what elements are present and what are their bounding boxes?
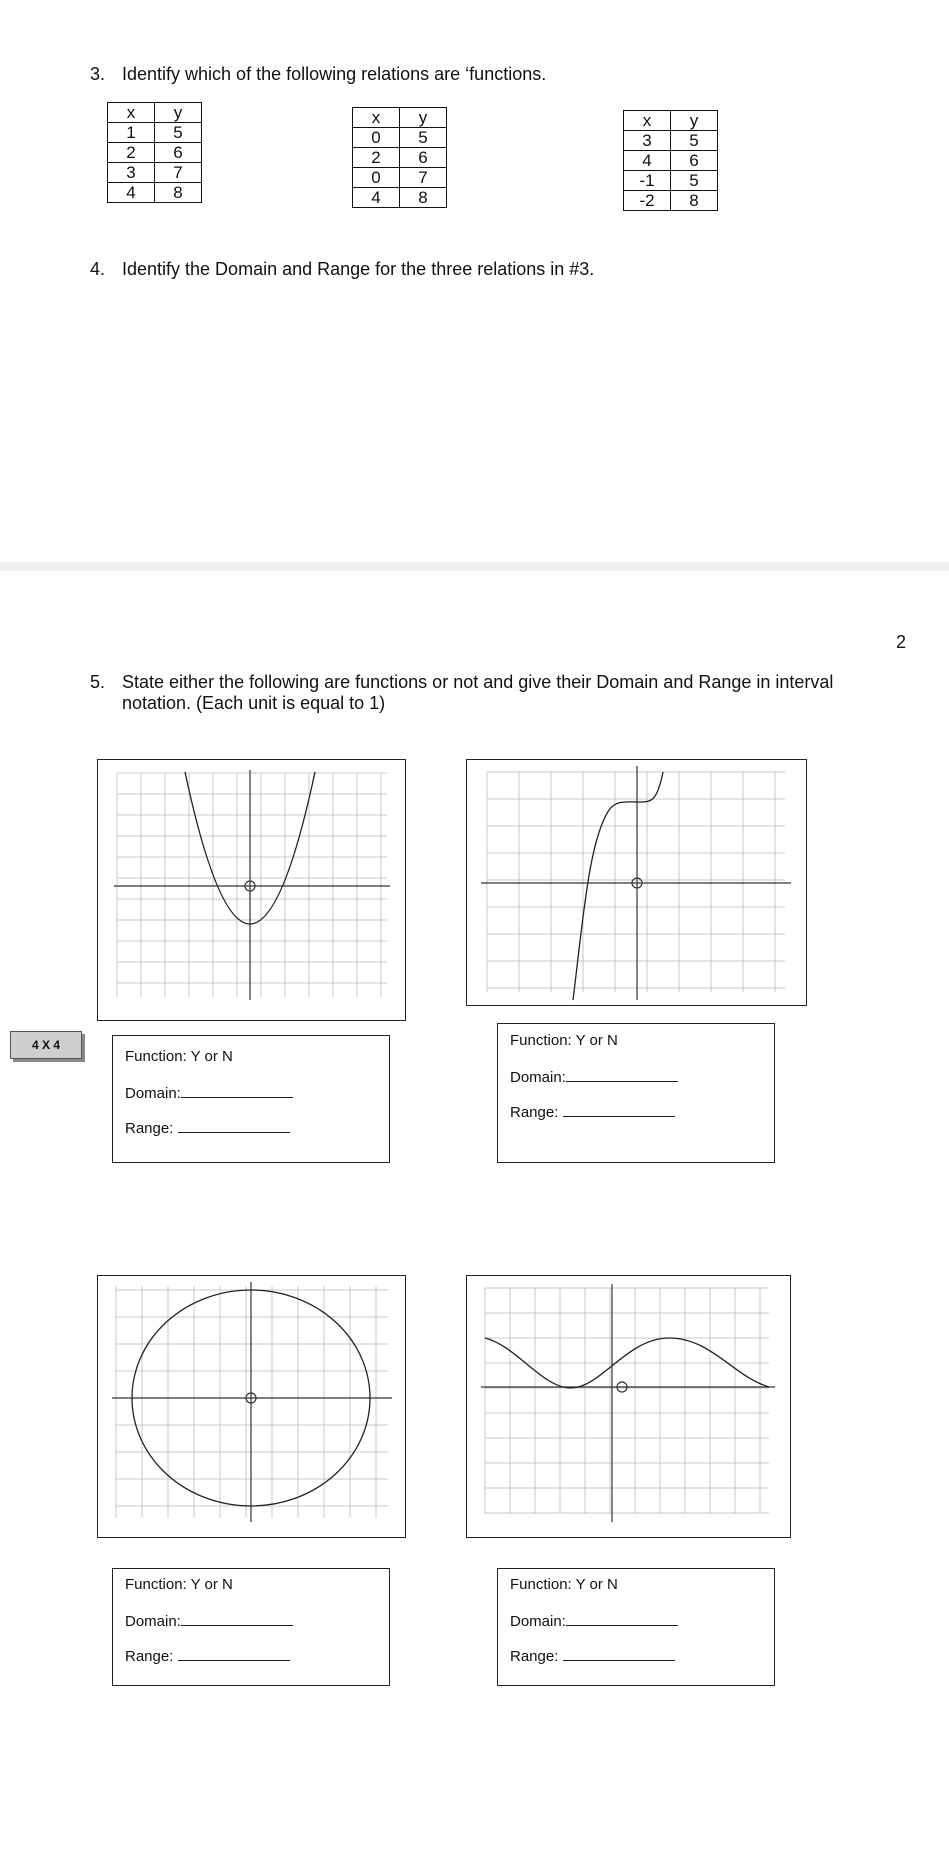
table-cell: 8 [400,188,447,208]
domain-prompt [510,1067,678,1086]
domain-prompt [510,1611,678,1630]
range-prompt [510,1646,675,1665]
table-header: x [624,111,671,131]
axes [481,766,791,1000]
table-cell: 1 [108,123,155,143]
grid [485,1288,769,1514]
relation-table-2 [352,107,447,208]
page-number: 2 [896,632,907,652]
table-cell: 4 [108,183,155,203]
domain-blank[interactable] [181,1083,293,1098]
wave-plot [467,1276,792,1539]
domain-label: Domain: [125,1613,181,1630]
table-cell: 6 [155,143,202,163]
domain-label: Domain: [510,1613,566,1630]
range-blank[interactable] [178,1646,290,1661]
domain-blank[interactable] [566,1611,678,1626]
table-cell: 7 [400,168,447,188]
table-cell: 7 [155,163,202,183]
table-cell: 8 [155,183,202,203]
table-row [108,183,202,203]
answer-box-2 [497,1023,775,1163]
table-cell: 4 [624,151,671,171]
table-cell: 4 [353,188,400,208]
domain-prompt [125,1083,293,1102]
domain-prompt [125,1611,293,1630]
grid [117,773,387,997]
answer-box-3 [112,1568,390,1686]
ellipse-plot [98,1276,407,1539]
question-4-number: 4. [90,259,106,279]
table-row [624,191,718,211]
table-row [624,171,718,191]
question-5 [90,672,910,716]
table-cell: 5 [671,171,718,191]
table-cell: 3 [108,163,155,183]
function-prompt: Function: Y or N [125,1048,233,1065]
page-break [0,562,949,571]
range-blank[interactable] [563,1646,675,1661]
grid [487,772,785,992]
table-header: y [400,108,447,128]
question-5-line-2: notation. (Each unit is equal to 1) [122,693,386,713]
grid [116,1286,388,1518]
table-cell: 5 [155,123,202,143]
table-cell: 6 [671,151,718,171]
table-header: y [155,103,202,123]
table-row [353,188,447,208]
table-cell: 2 [353,148,400,168]
table-row [624,131,718,151]
table-row [108,163,202,183]
table-cell: 8 [671,191,718,211]
table-cell: 0 [353,168,400,188]
relation-table-3 [623,110,718,211]
table-row [353,148,447,168]
question-5-line-1: State either the following are functions or not and give their Domain and Range in interval [122,672,834,692]
graph-parabola [97,759,406,1021]
domain-label: Domain: [510,1069,566,1086]
range-label: Range: [125,1648,178,1665]
question-3-text: Identify which of the following relations are ‘functions. [122,64,547,84]
range-label: Range: [125,1120,178,1137]
parabola-plot [98,760,407,1022]
question-4-text: Identify the Domain and Range for the three relations in #3. [122,259,595,279]
function-prompt: Function: Y or N [510,1576,618,1593]
answer-box-1 [112,1035,390,1163]
table-header: y [671,111,718,131]
range-prompt [125,1118,290,1137]
table-row [624,151,718,171]
table-cell: 5 [671,131,718,151]
question-3-number: 3. [90,64,106,84]
graph-ellipse [97,1275,406,1538]
table-cell: -2 [624,191,671,211]
table-cell: 0 [353,128,400,148]
range-label: Range: [510,1648,563,1665]
domain-label: Domain: [125,1085,181,1102]
table-row [353,128,447,148]
answer-box-4 [497,1568,775,1686]
question-5-number: 5. [90,672,106,692]
table-cell: 3 [624,131,671,151]
table-cell: -1 [624,171,671,191]
table-cell: 5 [400,128,447,148]
range-prompt [510,1102,675,1121]
cubic-plot [467,760,808,1007]
table-header: x [108,103,155,123]
table-row [108,123,202,143]
grid-size-badge: 4 X 4 [10,1031,82,1059]
domain-blank[interactable] [181,1611,293,1626]
range-prompt [125,1646,290,1665]
function-prompt: Function: Y or N [125,1576,233,1593]
function-prompt: Function: Y or N [510,1032,618,1049]
axes [481,1284,775,1522]
domain-blank[interactable] [566,1067,678,1082]
graph-wave [466,1275,791,1538]
range-label: Range: [510,1104,563,1121]
table-row [353,168,447,188]
range-blank[interactable] [178,1118,290,1133]
table-cell: 6 [400,148,447,168]
graph-cubic [466,759,807,1006]
relation-table-1 [107,102,202,203]
table-header: x [353,108,400,128]
cubic-curve [573,772,663,1000]
range-blank[interactable] [563,1102,675,1117]
axes [114,770,390,1000]
table-row [108,143,202,163]
table-cell: 2 [108,143,155,163]
